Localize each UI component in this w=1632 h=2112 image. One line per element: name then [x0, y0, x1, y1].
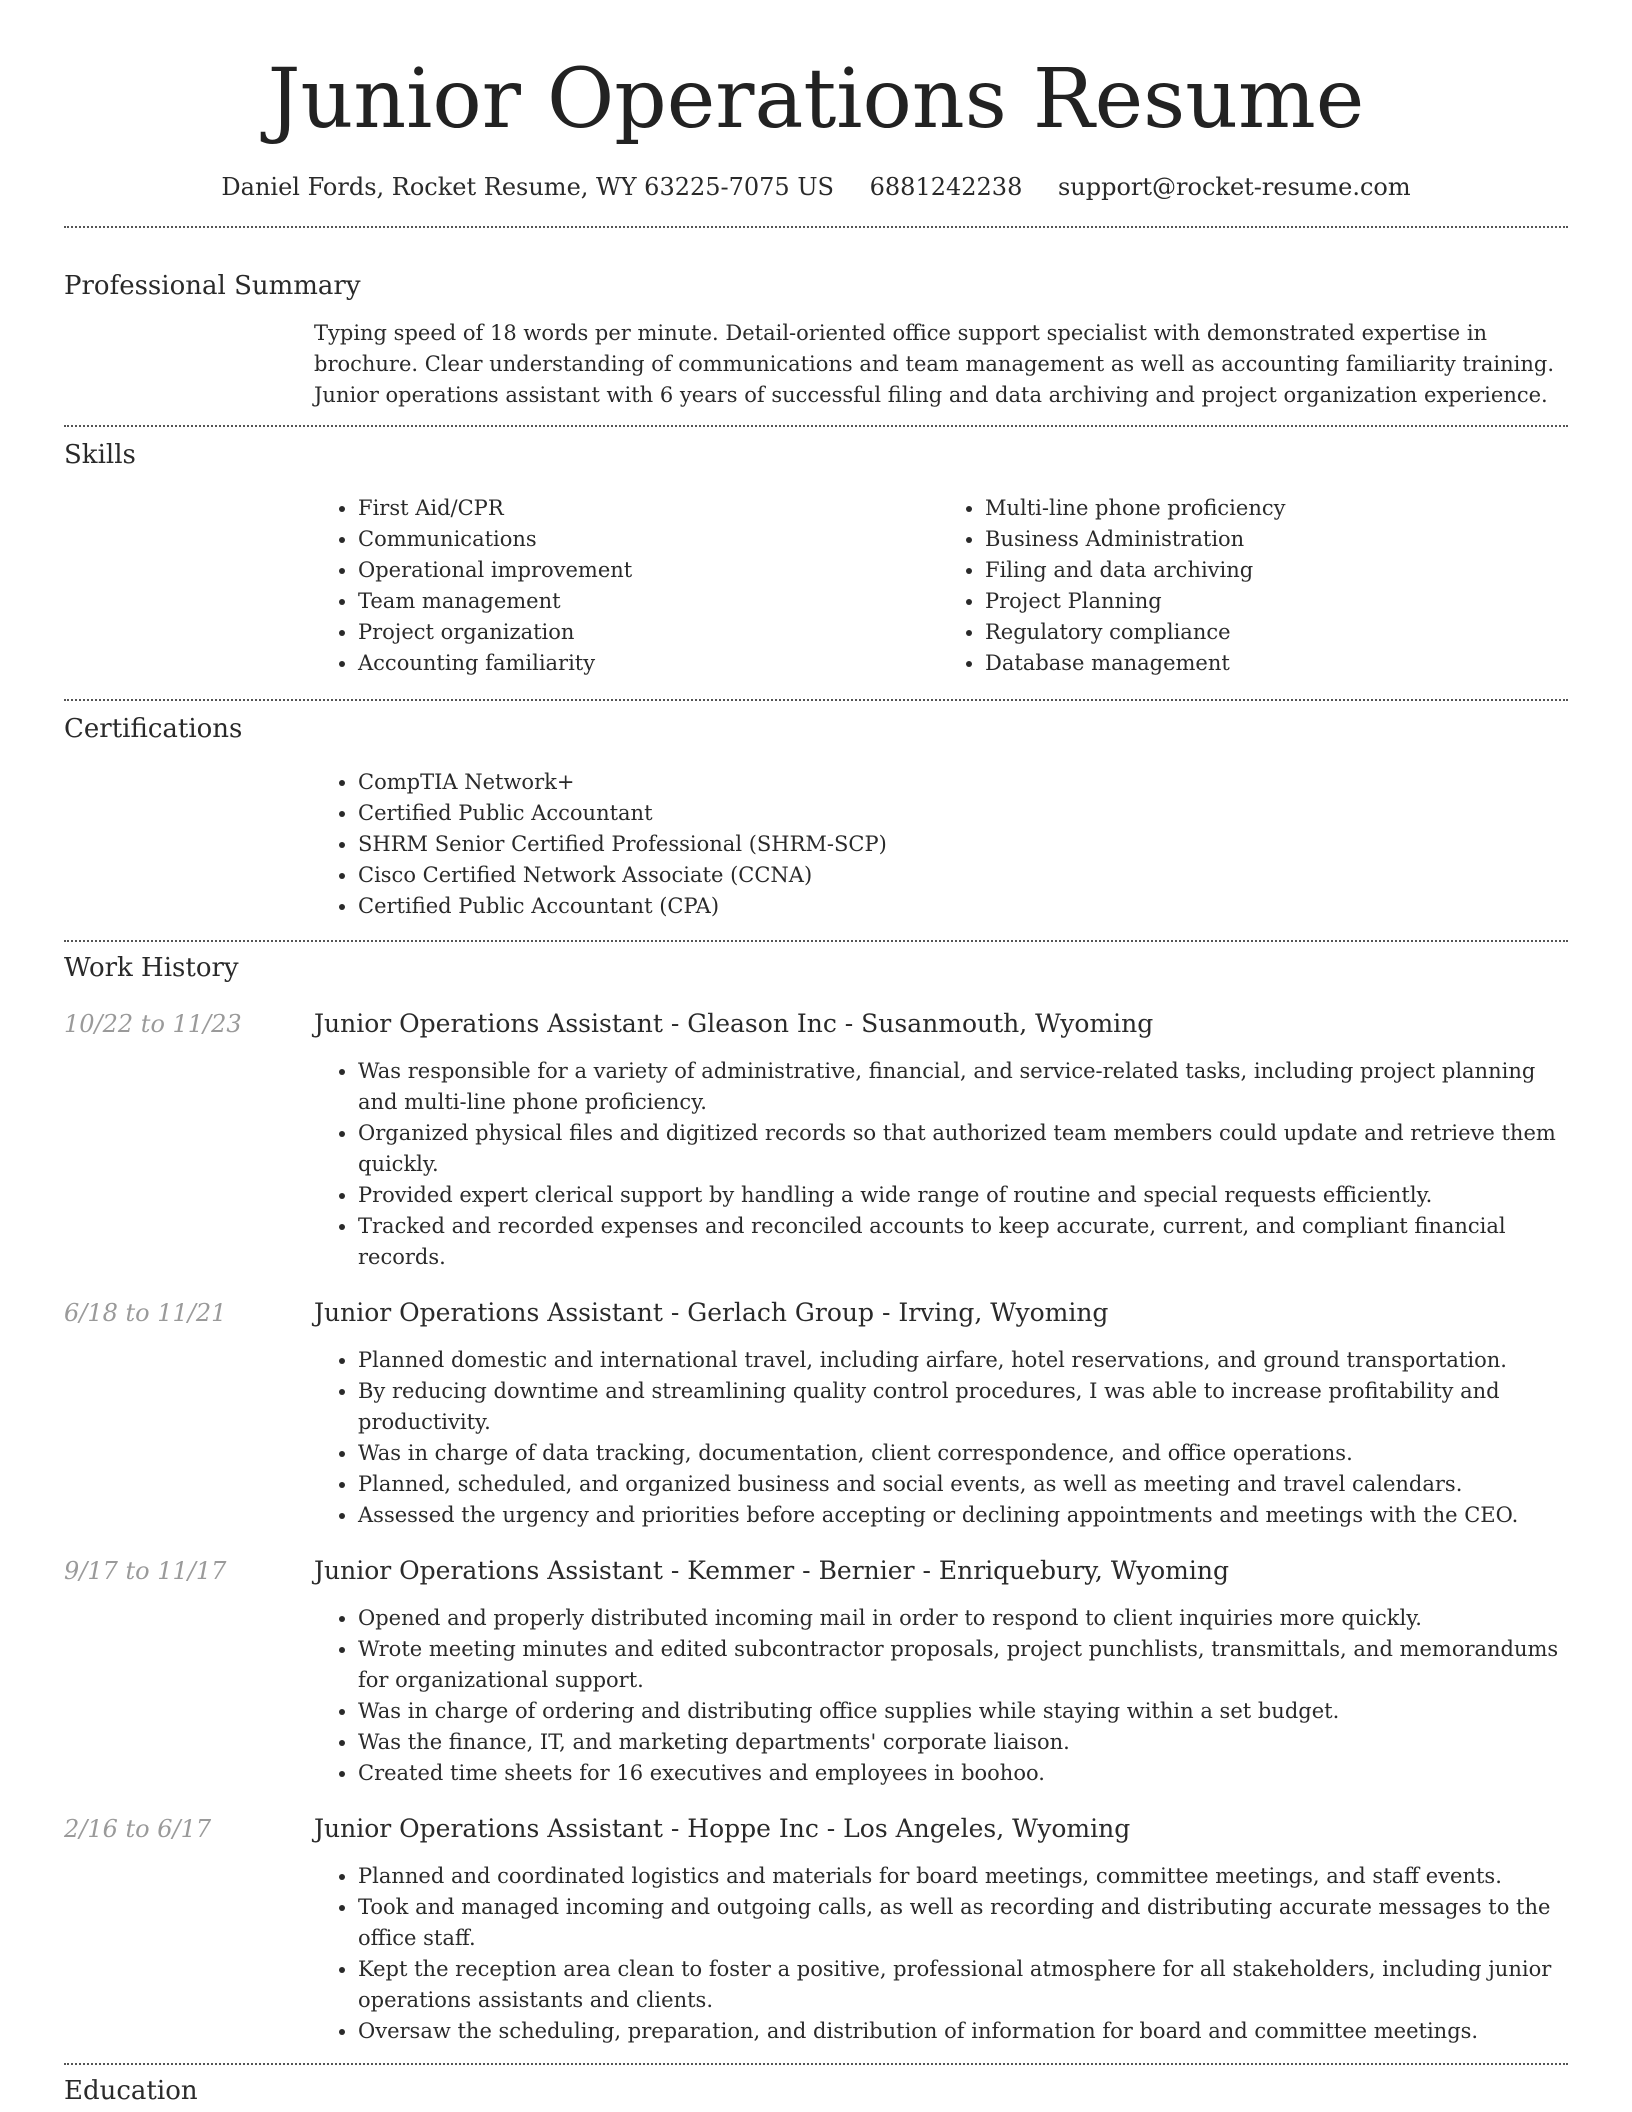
job-dates: 9/17 to 11/17	[64, 1557, 227, 1585]
job-title: Junior Operations Assistant - Kemmer - Bernier - Enriquebury, Wyoming	[314, 1556, 1229, 1585]
skills-list-right	[941, 493, 1568, 679]
contact-phone: 6881242238	[869, 173, 1023, 201]
list-item: • Regulatory compliance	[985, 617, 1568, 648]
job-dates: 10/22 to 11/23	[64, 1010, 242, 1038]
section-divider	[64, 226, 1568, 228]
job-bullets	[314, 1345, 1568, 1531]
list-item: • Provided expert clerical support by handling a wide range of routine and special requests efficiently.	[358, 1180, 1568, 1211]
certifications-list	[314, 767, 1568, 922]
list-item: • By reducing downtime and streamlining quality control procedures, I was able to increase profitability and productivity.	[358, 1376, 1568, 1438]
list-item: • Certified Public Accountant (CPA)	[358, 891, 1568, 922]
job-bullets	[314, 1861, 1568, 2047]
skills-heading: Skills	[64, 440, 136, 470]
list-item: • Database management	[985, 648, 1568, 679]
work-heading: Work History	[64, 953, 239, 983]
section-divider	[64, 425, 1568, 427]
work-jobs	[64, 1008, 1568, 2047]
list-item: • Planned domestic and international travel, including airfare, hotel reservations, and ground transportation.	[358, 1345, 1568, 1376]
certifications-section	[64, 713, 1568, 922]
list-item: • Tracked and recorded expenses and reconciled accounts to keep accurate, current, and compliant financial records.	[358, 1211, 1568, 1273]
list-item: • Kept the reception area clean to foster a positive, professional atmosphere for all stakeholders, including junior operations assistants and clients.	[358, 1954, 1568, 2016]
summary-section	[64, 270, 1568, 411]
job-bullets	[314, 1056, 1568, 1273]
list-item: • SHRM Senior Certified Professional (SHRM-SCP)	[358, 829, 1568, 860]
job-dates: 6/18 to 11/21	[64, 1299, 227, 1327]
certifications-heading: Certifications	[64, 714, 243, 744]
job-title: Junior Operations Assistant - Gerlach Group - Irving, Wyoming	[314, 1298, 1109, 1327]
list-item: • Multi-line phone proficiency	[985, 493, 1568, 524]
job-entry	[64, 1813, 1568, 2047]
job-body	[314, 1008, 1568, 1273]
summary-heading: Professional Summary	[64, 271, 361, 301]
skills-content	[314, 493, 1568, 679]
job-body	[314, 1297, 1568, 1531]
list-item: • Organized physical files and digitized records so that authorized team members could update and retrieve them quickly.	[358, 1118, 1568, 1180]
section-divider	[64, 2063, 1568, 2065]
list-item: • Accounting familiarity	[358, 648, 941, 679]
skills-list-left	[314, 493, 941, 679]
list-item: • Filing and data archiving	[985, 555, 1568, 586]
list-item: • Project Planning	[985, 586, 1568, 617]
summary-text: Typing speed of 18 words per minute. Detail-oriented office support specialist with demonstrated expertise in brochure. Clear understanding of communications and team management as well as accounting familiarity training. Junior operations assistant with 6 years of successful filing and data archiving and project organization experience.	[314, 321, 1555, 407]
list-item: • Oversaw the scheduling, preparation, and distribution of information for board and committee meetings.	[358, 2016, 1568, 2047]
list-item: • Assessed the urgency and priorities before accepting or declining appointments and meetings with the CEO.	[358, 1500, 1568, 1531]
list-item: • Was responsible for a variety of administrative, financial, and service-related tasks, including project planning and multi-line phone proficiency.	[358, 1056, 1568, 1118]
list-item: • Cisco Certified Network Associate (CCNA)	[358, 860, 1568, 891]
list-item: • Business Administration	[985, 524, 1568, 555]
contact-email: support@rocket-resume.com	[1057, 173, 1411, 201]
certifications-content	[314, 767, 1568, 922]
education-heading: Education	[64, 2076, 198, 2106]
contact-address: Daniel Fords, Rocket Resume, WY 63225-7075 US	[221, 173, 834, 201]
list-item: • Was in charge of data tracking, documentation, client correspondence, and office operations.	[358, 1438, 1568, 1469]
job-entry	[64, 1555, 1568, 1789]
list-item: • Team management	[358, 586, 941, 617]
work-section	[64, 952, 1568, 2047]
list-item: • Wrote meeting minutes and edited subcontractor proposals, project punchlists, transmittals, and memorandums for organizational support.	[358, 1634, 1568, 1696]
list-item: • Communications	[358, 524, 941, 555]
section-divider	[64, 940, 1568, 942]
list-item: • Created time sheets for 16 executives and employees in boohoo.	[358, 1758, 1568, 1789]
list-item: • Was the finance, IT, and marketing departments' corporate liaison.	[358, 1727, 1568, 1758]
list-item: • Opened and properly distributed incoming mail in order to respond to client inquiries more quickly.	[358, 1603, 1568, 1634]
job-title: Junior Operations Assistant - Hoppe Inc - Los Angeles, Wyoming	[314, 1814, 1131, 1843]
list-item: • Was in charge of ordering and distributing office supplies while staying within a set budget.	[358, 1696, 1568, 1727]
list-item: • First Aid/CPR	[358, 493, 941, 524]
education-section	[64, 2075, 1568, 2107]
job-entry	[64, 1297, 1568, 1531]
list-item: • Planned, scheduled, and organized business and social events, as well as meeting and travel calendars.	[358, 1469, 1568, 1500]
job-dates: 2/16 to 6/17	[64, 1815, 212, 1843]
resume-title: Junior Operations Resume	[267, 52, 1365, 147]
job-title: Junior Operations Assistant - Gleason Inc - Susanmouth, Wyoming	[314, 1009, 1154, 1038]
list-item: • Planned and coordinated logistics and materials for board meetings, committee meetings, and staff events.	[358, 1861, 1568, 1892]
skills-section	[64, 439, 1568, 679]
job-body	[314, 1813, 1568, 2047]
list-item: • Operational improvement	[358, 555, 941, 586]
contact-line	[64, 172, 1568, 202]
list-item: • Project organization	[358, 617, 941, 648]
section-divider	[64, 699, 1568, 701]
job-body	[314, 1555, 1568, 1789]
job-bullets	[314, 1603, 1568, 1789]
list-item: • CompTIA Network+	[358, 767, 1568, 798]
list-item: • Certified Public Accountant	[358, 798, 1568, 829]
list-item: • Took and managed incoming and outgoing calls, as well as recording and distributing accurate messages to the office staff.	[358, 1892, 1568, 1954]
summary-content	[314, 318, 1568, 411]
job-entry	[64, 1008, 1568, 1273]
